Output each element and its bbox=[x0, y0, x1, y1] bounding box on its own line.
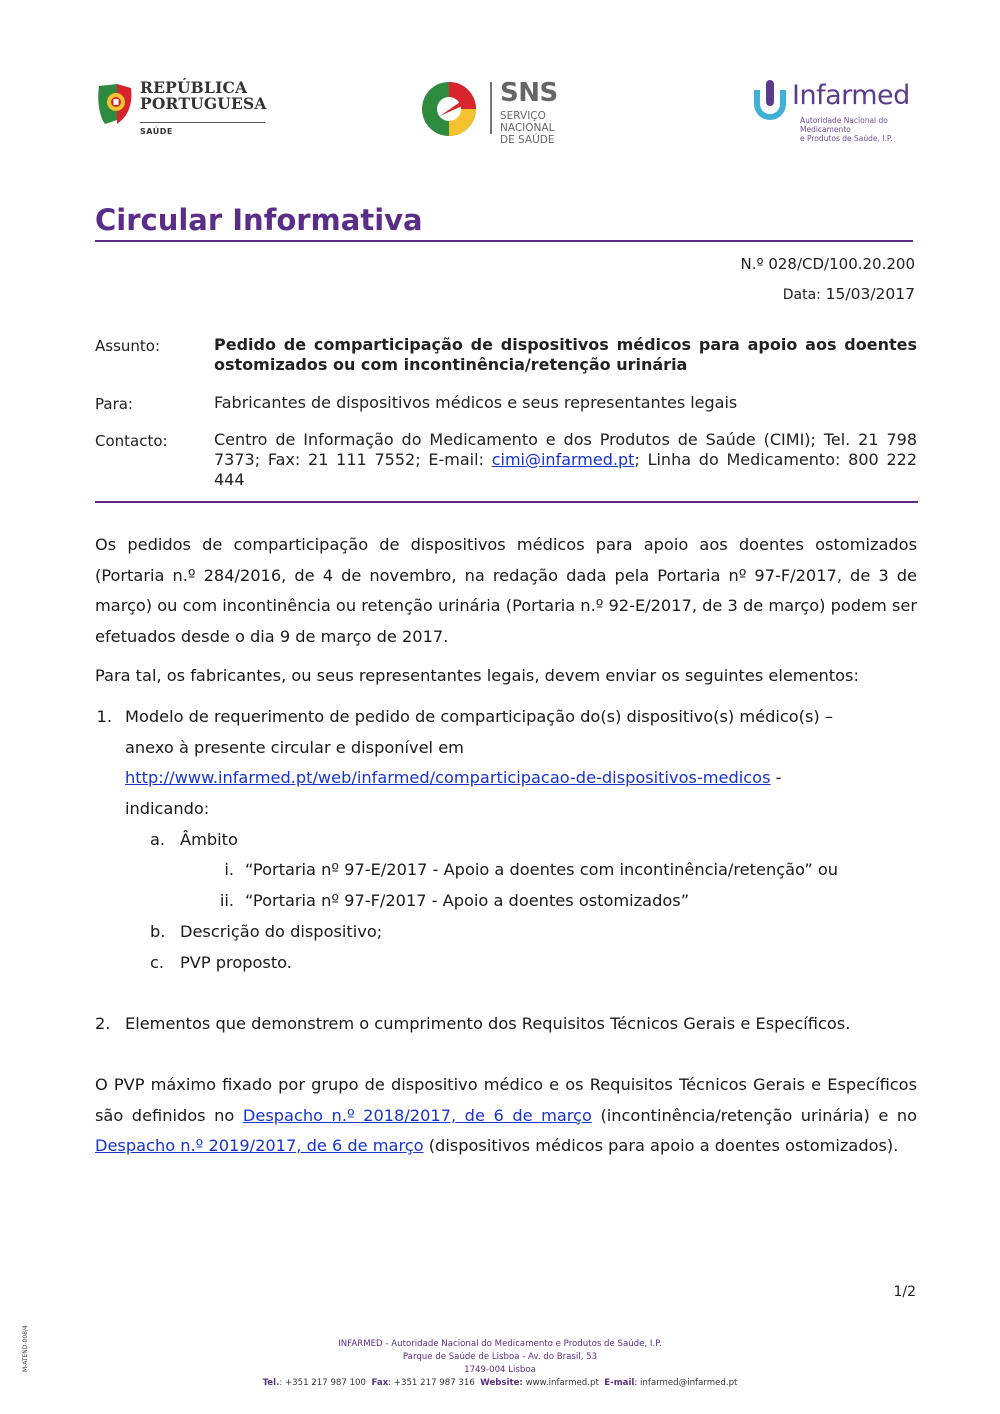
header-separator bbox=[95, 501, 918, 503]
list-item-2: 2. Elementos que demonstrem o cumprimento dos Requisitos Técnicos Gerais e Específicos. bbox=[95, 1014, 851, 1033]
document-date: Data: 15/03/2017 bbox=[782, 285, 915, 303]
footer-line-2: Parque de Saúde de Lisboa - Av. do Brasil, 53 bbox=[402, 1352, 598, 1362]
paragraph-2: Para tal, os fabricantes, ou seus representantes legais, devem enviar os seguintes elementos: bbox=[95, 666, 859, 685]
para-value: Fabricantes de dispositivos médicos e seus representantes legais bbox=[214, 393, 738, 412]
paragraph-3: O PVP máximo fixado por grupo de dispositivo médico e os Requisitos Técnicos Gerais e Específicos são definidos no Despacho n.º 2018/2017, de 6 de março (incontinência/retenção urinária) e no Despacho n.º 2019/2017, de 6 de março (dispositivos médicos para apoio a doentes ostomizados). bbox=[95, 1075, 917, 1155]
rp-divider bbox=[140, 122, 265, 123]
assunto-label: Assunto: bbox=[95, 337, 161, 355]
assunto-value: Pedido de comparticipação de dispositivos médicos para apoio aos doentes ostomizados ou com incontinência/retenção urinária bbox=[214, 335, 917, 374]
sub-item-ii: ii. “Portaria nº 97-F/2017 - Apoio a doentes ostomizados” bbox=[219, 891, 690, 910]
para-label: Para: bbox=[95, 395, 133, 413]
list-number: 1. bbox=[96, 707, 112, 726]
paragraph-1: Os pedidos de comparticipação de dispositivos médicos para apoio aos doentes ostomizados (Portaria n.º 284/2016, de 4 de novembro, na redação dada pela Portaria nº 97-F/2017, de 3 de março) ou com incontinência ou retenção urinária (Portaria n.º 92-E/2017, de 3 de março) podem ser efetuados desde o dia 9 de março de 2017. bbox=[95, 535, 917, 646]
sns-wordmark: SNS bbox=[500, 78, 558, 108]
footer-line-3: 1749-004 Lisboa bbox=[464, 1365, 536, 1375]
list-item-1: 1. Modelo de requerimento de pedido de comparticipação do(s) dispositivo(s) médico(s) – anexo à presente circular e disponível em http://www.infarmed.pt/web/infarmed/comparticipacao-de-dispositivos-medicos - indicando: bbox=[95, 702, 917, 826]
sns-subtitle: SERVIÇO NACIONAL DE SAÚDE bbox=[500, 110, 555, 146]
despacho-2018-link[interactable]: Despacho n.º 2018/2017, de 6 de março bbox=[242, 1105, 592, 1125]
cimi-email-link[interactable]: cimi@infarmed.pt bbox=[491, 450, 635, 469]
sub-item-c: c. PVP proposto. bbox=[150, 953, 292, 972]
side-document-code: M-ATEND-008/4 bbox=[22, 1325, 29, 1372]
footer-line-1: INFARMED - Autoridade Nacional do Medicamento e Produtos de Saúde, I.P. bbox=[338, 1339, 662, 1349]
infarmed-subtitle: Autoridade Nacional do Medicamento e Produtos de Saúde, I.P. bbox=[800, 116, 893, 143]
footer-contacts: Tel.: +351 217 987 100 Fax: +351 217 987 316 Website: www.infarmed.pt E-mail: infarmed@infarmed.pt bbox=[262, 1378, 738, 1388]
rp-subtitle: SAÚDE bbox=[140, 127, 173, 136]
document-title: Circular Informativa bbox=[95, 203, 423, 237]
infarmed-wordmark: Infarmed bbox=[792, 80, 910, 111]
sns-logo bbox=[420, 78, 600, 146]
despacho-2019-link[interactable]: Despacho n.º 2019/2017, de 6 de março bbox=[95, 1136, 424, 1155]
infarmed-comparticipacao-link[interactable]: http://www.infarmed.pt/web/infarmed/comparticipacao-de-dispositivos-medicos bbox=[125, 768, 771, 787]
portugal-emblem-icon bbox=[95, 80, 135, 128]
contacto-value: Centro de Informação do Medicamento e dos Produtos de Saúde (CIMI); Tel. 21 798 7373; Fax: 21 111 7552; E-mail: cimi@infarmed.pt; Linha do Medicamento: 800 222 444 bbox=[214, 430, 917, 489]
infarmed-logo bbox=[750, 78, 920, 143]
reference-number: N.º 028/CD/100.20.200 bbox=[740, 255, 915, 273]
republica-portuguesa-logo bbox=[95, 80, 275, 140]
sns-divider bbox=[490, 82, 492, 134]
page-number: 1/2 bbox=[893, 1284, 916, 1300]
infarmed-emblem-icon bbox=[750, 78, 790, 122]
title-underline bbox=[95, 240, 913, 242]
rp-wordmark: REPÚBLICA PORTUGUESA bbox=[140, 78, 267, 113]
sub-item-b: b. Descrição do dispositivo; bbox=[150, 922, 383, 941]
sns-emblem-icon bbox=[420, 80, 478, 138]
contacto-label: Contacto: bbox=[95, 432, 168, 450]
sub-item-a: a. Âmbito bbox=[150, 830, 238, 849]
sub-item-i: i. “Portaria nº 97-E/2017 - Apoio a doentes com incontinência/retenção” ou bbox=[224, 860, 839, 879]
